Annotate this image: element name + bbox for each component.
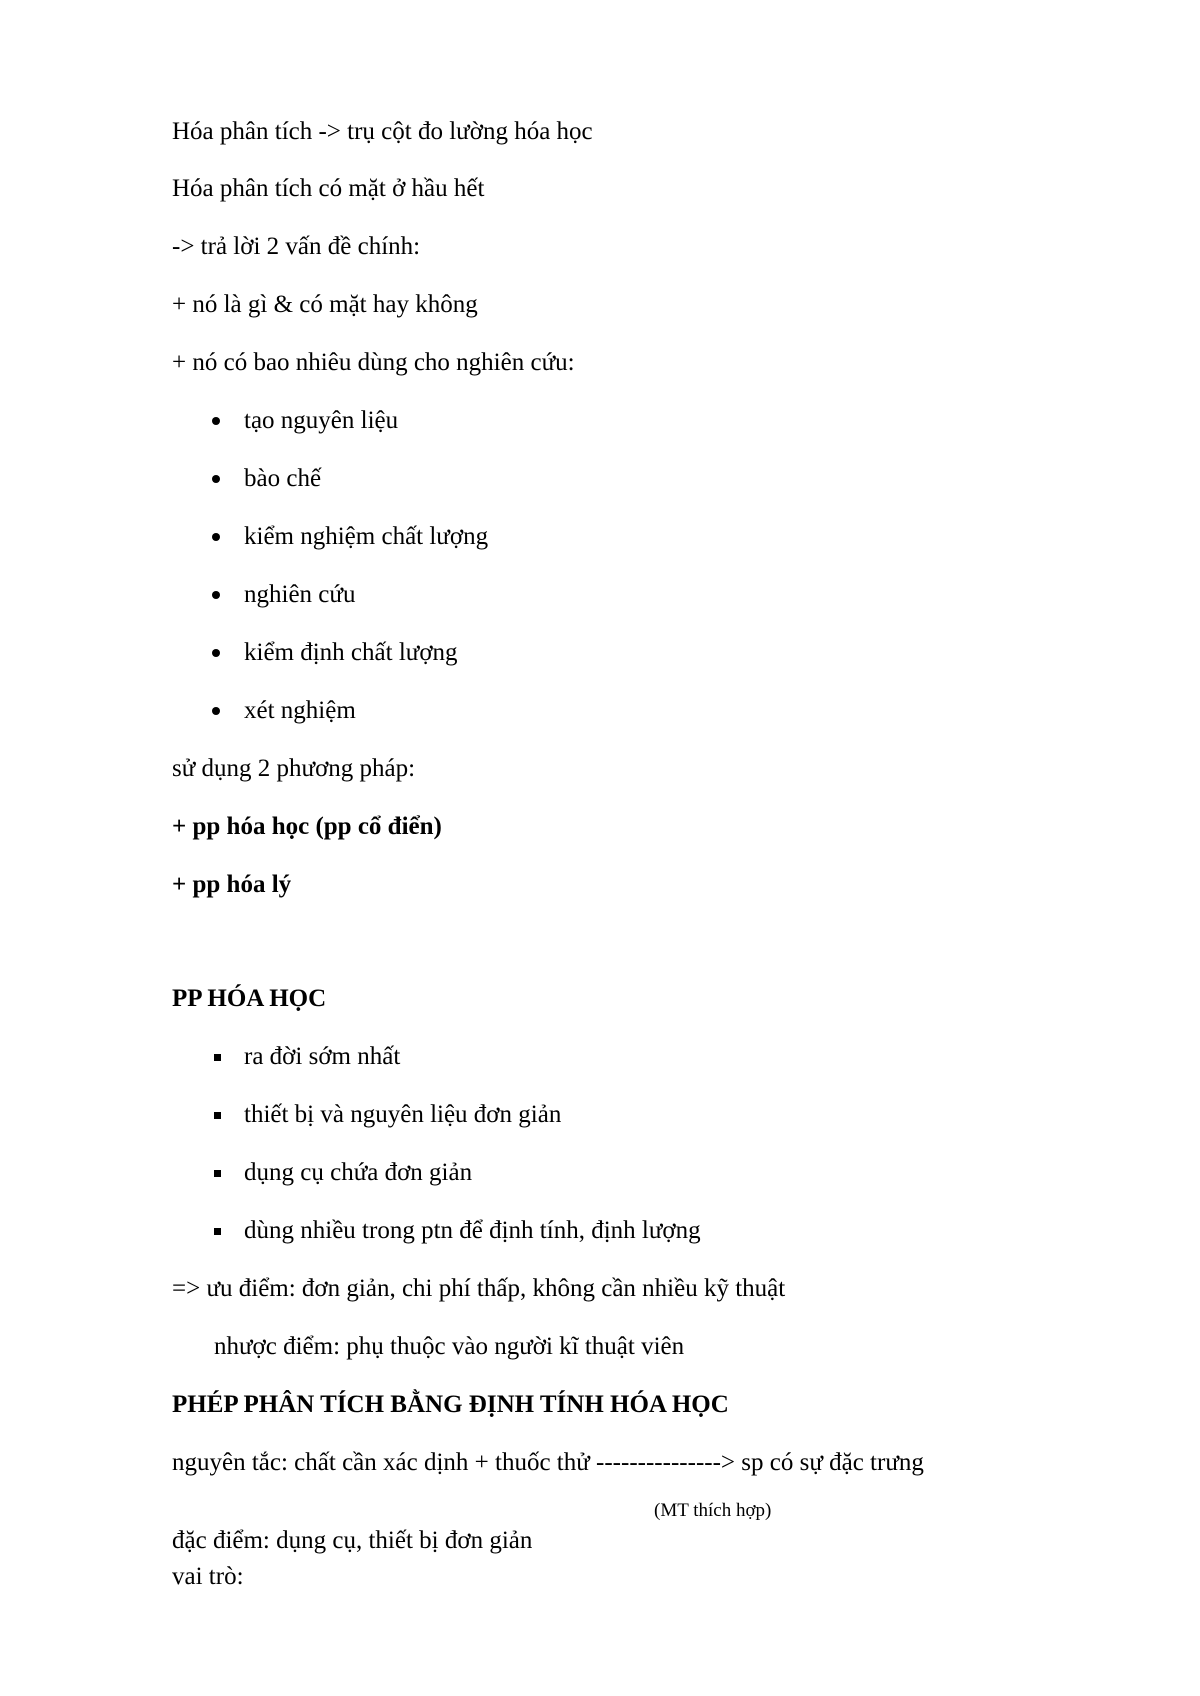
disadvantage-line: nhược điểm: phụ thuộc vào người kĩ thuật viên bbox=[214, 1333, 685, 1360]
list-item bbox=[244, 1100, 561, 1130]
list-item bbox=[244, 1216, 701, 1246]
list-item-text: bào chế bbox=[244, 465, 322, 492]
list-item-text: kiểm định chất lượng bbox=[244, 639, 458, 666]
list-item bbox=[244, 696, 356, 726]
intro-line-3: -> trả lời 2 vấn đề chính: bbox=[172, 233, 421, 260]
list-item bbox=[244, 638, 458, 668]
feature-line: đặc điểm: dụng cụ, thiết bị đơn giản bbox=[172, 1527, 533, 1554]
list-item bbox=[244, 580, 355, 610]
condition-note: (MT thích hợp) bbox=[654, 1500, 772, 1521]
bullet-square-icon bbox=[214, 1228, 221, 1235]
bullet-square-icon bbox=[214, 1112, 221, 1119]
intro-line-5: + nó có bao nhiêu dùng cho nghiên cứu: bbox=[172, 349, 575, 376]
bullet-disc-icon bbox=[212, 649, 220, 657]
list-item bbox=[244, 1042, 400, 1072]
intro-line-4: + nó là gì & có mặt hay không bbox=[172, 291, 478, 318]
bullet-disc-icon bbox=[212, 591, 220, 599]
method-physicochemical: + pp hóa lý bbox=[172, 871, 292, 898]
list-item bbox=[244, 1158, 472, 1188]
intro-line-2: Hóa phân tích có mặt ở hầu hết bbox=[172, 175, 485, 202]
bullet-square-icon bbox=[214, 1054, 221, 1061]
bullet-square-icon bbox=[214, 1170, 221, 1177]
list-item-text: dụng cụ chứa đơn giản bbox=[244, 1159, 473, 1186]
methods-intro: sử dụng 2 phương pháp: bbox=[172, 755, 416, 782]
method-chemical: + pp hóa học (pp cổ điển) bbox=[172, 813, 442, 840]
list-item-text: xét nghiệm bbox=[244, 697, 356, 724]
advantage-line: => ưu điểm: đơn giản, chi phí thấp, không cần nhiều kỹ thuật bbox=[172, 1275, 786, 1302]
list-item-text: kiểm nghiệm chất lượng bbox=[244, 523, 489, 550]
intro-line-1: Hóa phân tích -> trụ cột đo lường hóa học bbox=[172, 118, 593, 145]
list-item-text: ra đời sớm nhất bbox=[244, 1043, 401, 1070]
bullet-disc-icon bbox=[212, 533, 220, 541]
principle-line: nguyên tắc: chất cần xác dịnh + thuốc thử ---------------> sp có sự đặc trưng bbox=[172, 1449, 924, 1476]
list-item bbox=[244, 464, 321, 494]
list-item-text: thiết bị và nguyên liệu đơn giản bbox=[244, 1101, 562, 1128]
section-heading-qualitative: PHÉP PHÂN TÍCH BẰNG ĐỊNH TÍNH HÓA HỌC bbox=[172, 1391, 729, 1418]
bullet-disc-icon bbox=[212, 707, 220, 715]
list-item bbox=[244, 406, 398, 436]
list-item-text: dùng nhiều trong ptn để định tính, định lượng bbox=[244, 1217, 701, 1244]
bullet-disc-icon bbox=[212, 417, 220, 425]
list-item bbox=[244, 522, 488, 552]
list-item-text: nghiên cứu bbox=[244, 581, 356, 608]
bullet-disc-icon bbox=[212, 475, 220, 483]
section-heading-chemical: PP HÓA HỌC bbox=[172, 985, 327, 1012]
role-line: vai trò: bbox=[172, 1563, 244, 1590]
list-item-text: tạo nguyên liệu bbox=[244, 407, 399, 434]
